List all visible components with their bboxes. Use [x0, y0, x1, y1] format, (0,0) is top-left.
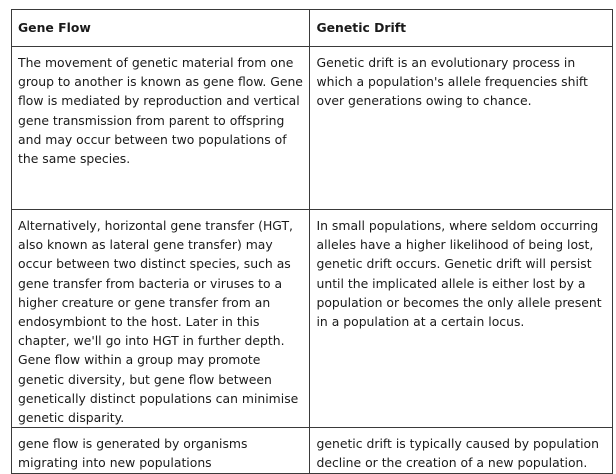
cell-text: Genetic drift is an evolutionary process in which a population's allele frequencies shift over generations owing to chance. [316, 55, 588, 109]
cell-text: The movement of genetic material from one group to another is known as gene flow. Gene flow is mediated by reproduction and vertical gene transmission from parent to offspring and may occur between two populations of the same species. [18, 55, 303, 167]
header-gene-flow: Gene Flow [12, 10, 310, 47]
table-cell [12, 428, 310, 474]
table-row [12, 210, 613, 428]
table-cell [12, 47, 310, 210]
cell-text: gene flow is generated by organisms migrating into new populations [18, 436, 248, 471]
table-row [12, 428, 613, 474]
comparison-table [11, 9, 613, 474]
table-cell [310, 47, 613, 210]
table-header-row [12, 10, 613, 47]
cell-text: Alternatively, horizontal gene transfer (HGT, also known as lateral gene transfer) may occur between two distinct species, such as gene transfer from bacteria or viruses to a higher creature or gene transfer from an endosymbiont to the host. Later in this chapter, we'll go into HGT in further depth. Gene flow within a group may promote genetic diversity, but gene flow between genetically distinct populations can minimise genetic disparity. [18, 218, 299, 426]
table-cell [310, 210, 613, 428]
header-genetic-drift: Genetic Drift [310, 10, 613, 47]
table-cell [310, 428, 613, 474]
cell-text: In small populations, where seldom occurring alleles have a higher likelihood of being lost, genetic drift occurs. Genetic drift will persist until the implicated allele is either lost by a population or becomes the only allele present in a population at a certain locus. [316, 218, 602, 330]
cell-text: genetic drift is typically caused by population decline or the creation of a new population. [316, 436, 599, 471]
table-row [12, 47, 613, 210]
table-cell [12, 210, 310, 428]
